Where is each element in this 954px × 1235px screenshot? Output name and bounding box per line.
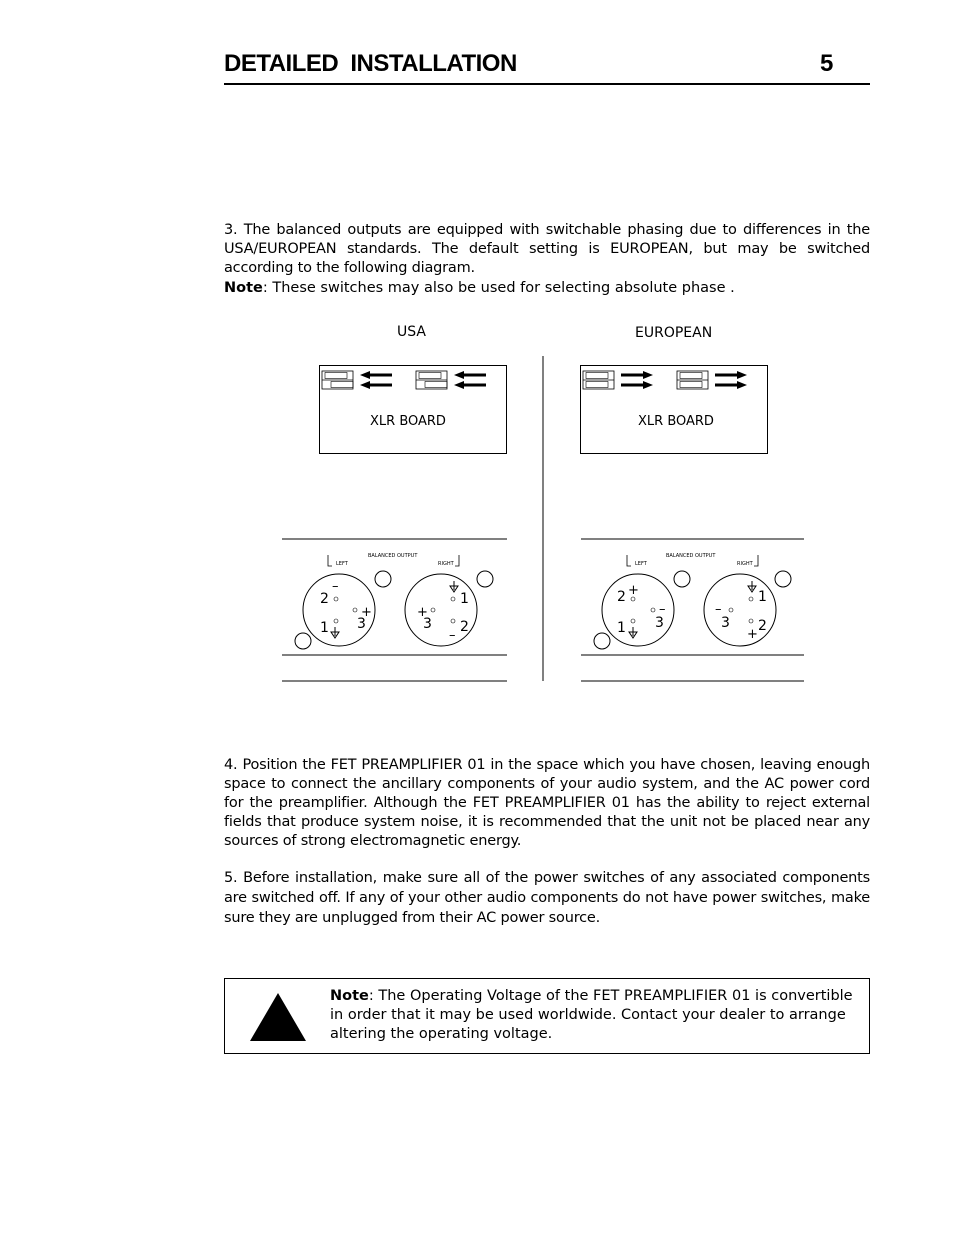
svg-text:2: 2 xyxy=(320,591,329,607)
svg-text:+: + xyxy=(361,605,372,620)
svg-text:2: 2 xyxy=(617,589,626,605)
svg-text:–: – xyxy=(332,579,339,594)
svg-text:2: 2 xyxy=(758,618,767,634)
svg-text:1: 1 xyxy=(617,620,626,636)
section-4-paragraph: 4. Position the FET PREAMPLIFIER 01 in the space which you have chosen, leaving enough space to connect the ancillary components of your audio system, and the AC power cord for the preamplifier. Although the FET PREAMPLIFIER 01 has the ability to reject external fields that produce system noise, it is recommended that the unit not be placed near any sources of strong electromagnetic energy. xyxy=(224,757,870,849)
eu-right-label: RIGHT xyxy=(737,561,753,567)
usa-right-ground-icon xyxy=(450,581,458,592)
usa-arrow-left-4 xyxy=(454,381,486,389)
svg-text:2: 2 xyxy=(460,619,469,635)
usa-board-label: XLR BOARD xyxy=(370,414,446,429)
european-xlr-board xyxy=(581,366,768,454)
svg-text:+: + xyxy=(628,583,639,598)
svg-text:–: – xyxy=(659,602,666,617)
eu-arrow-right-1 xyxy=(621,371,653,379)
svg-text:3: 3 xyxy=(357,616,366,632)
page-number: 5 xyxy=(820,50,834,77)
eu-arrow-right-3 xyxy=(715,371,747,379)
section-3-paragraph: 3. The balanced outputs are equipped with switchable phasing due to differences in the USA/EUROPEAN standards. The default setting is EUROPEAN, but may be switched according to the following diagram. xyxy=(224,222,870,276)
note-label: Note xyxy=(224,280,263,296)
usa-arrow-left-3 xyxy=(454,371,486,379)
usa-balanced-output-panel xyxy=(282,539,507,681)
svg-text:3: 3 xyxy=(423,616,432,632)
section-5-paragraph: 5. Before installation, make sure all of the power switches of any associated components are switched off. If any of your other audio components do not have power switches, make sure they are unplugged from their AC power source. xyxy=(224,870,870,926)
usa-xlr-board xyxy=(320,366,507,454)
eu-balanced-output-label: BALANCED OUTPUT xyxy=(666,553,716,559)
svg-text:3: 3 xyxy=(655,615,664,631)
page-title: DETAILED INSTALLATION xyxy=(224,50,517,77)
usa-switch-left xyxy=(322,371,353,389)
warning-note-label: Note xyxy=(330,988,369,1004)
usa-left-ground-icon xyxy=(331,627,339,638)
svg-text:3: 3 xyxy=(721,615,730,631)
usa-arrow-left-2 xyxy=(360,381,392,389)
usa-arrow-left-1 xyxy=(360,371,392,379)
svg-text:1: 1 xyxy=(460,591,469,607)
usa-right-label: RIGHT xyxy=(438,561,454,567)
usa-label: USA xyxy=(397,324,426,340)
eu-right-ground-icon xyxy=(748,581,756,592)
usa-balanced-output-label: BALANCED OUTPUT xyxy=(368,553,418,559)
svg-text:1: 1 xyxy=(758,589,767,605)
usa-left-label: LEFT xyxy=(336,561,348,567)
warning-note-text: : The Operating Voltage of the FET PREAMPLIFIER 01 is convertible in order that it may be used worldwide. Contact your dealer to arrange altering the operating voltage. xyxy=(330,988,853,1042)
eu-switch-left xyxy=(583,371,614,389)
warning-text xyxy=(330,987,860,1044)
svg-text:1: 1 xyxy=(320,620,329,636)
svg-text:–: – xyxy=(449,628,456,643)
svg-text:–: – xyxy=(715,602,722,617)
eu-left-label: LEFT xyxy=(635,561,647,567)
eu-balanced-output-panel xyxy=(581,539,804,681)
eu-switch-right xyxy=(677,371,708,389)
warning-triangle-icon xyxy=(250,993,306,1043)
svg-text:+: + xyxy=(747,627,758,642)
svg-text:+: + xyxy=(417,605,428,620)
eu-left-ground-icon xyxy=(629,627,637,638)
eu-board-label: XLR BOARD xyxy=(638,414,714,429)
european-label: EUROPEAN xyxy=(635,325,713,341)
eu-arrow-right-4 xyxy=(715,381,747,389)
note-text: : These switches may also be used for selecting absolute phase . xyxy=(262,280,735,296)
usa-right-xlr xyxy=(405,574,477,646)
usa-switch-right xyxy=(416,371,447,389)
eu-arrow-right-2 xyxy=(621,381,653,389)
